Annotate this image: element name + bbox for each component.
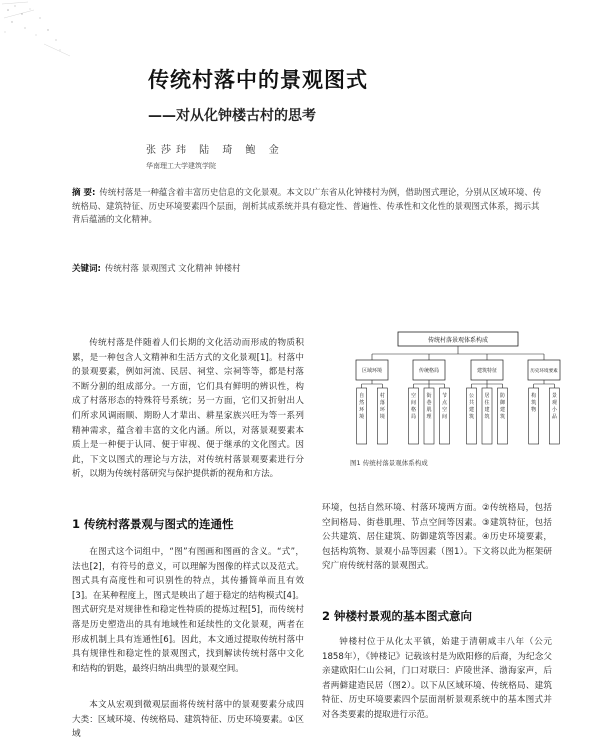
figure-leaf-label: 空间格局 — [410, 393, 417, 420]
keywords — [72, 262, 542, 274]
keywords-text: 传统村落 景观图式 文化精神 钟楼村 — [104, 264, 241, 274]
scan-artifact-corner — [0, 0, 80, 60]
figure-category-label: 传统格局 — [418, 368, 440, 374]
body-paragraph-right-1 — [322, 501, 552, 574]
paragraph-text: 本文从宏观到微观层面将传统村落中的景观要素分成四大类：区域环境、传统格局、建筑特征、历史环境要素。①区域 — [72, 700, 304, 740]
body-paragraph-section1 — [72, 545, 304, 676]
body-paragraph-right-2 — [322, 635, 552, 723]
figure-leaf-label: 街巷肌理 — [426, 393, 432, 420]
figure-leaf-label: 景观小品 — [551, 393, 557, 420]
figure-1-diagram — [350, 330, 566, 450]
article-authors: 张莎玮 陆 琦 鲍 金 — [146, 145, 284, 156]
section-heading-1: 1 传统村落景观与图式的连通性 — [72, 517, 234, 531]
paragraph-text: 环境，包括自然环境、村落环境两方面。②传统格局，包括空间格局、街巷肌理、节点空间等因素。③建筑特征，包括公共建筑、居住建筑、防御建筑等因素。④历史环境要素，包括构筑物、景观小品等因素（图1）。下文将以此为框架研究广府传统村落的景观图式。 — [322, 503, 552, 572]
paragraph-text: 钟楼村位于从化太平镇，始建于清朝咸丰八年（公元1858年），《钟楼记》记载该村是为欧阳修的后裔，为纪念父亲建欧阳仁山公祠，门口对联曰：庐陵世泽、渤海家声，后者两僻建造民居（图2）。以下从区域环境、传统格局、建筑特征、历史环境要素四个层面剖析景观系统中的基本图式并对各类要素的提取进行示范。 — [322, 637, 552, 720]
abstract — [72, 187, 542, 228]
paragraph-text: 传统村落是伴随着人们长期的文化活动而形成的物质积累，是一种包含人文精神和生活方式的文化景观[1]。村落中的景观要素，例如河流、民居、祠堂、宗祠等等，都是村落不断分割的组成部分。一方面，它们具有鲜明的辨识性，构成了村落形态的特殊符号系统；另一方面，它们又折射出人们所求风调雨顺、期盼人才辈出、耕星家族兴旺为等一系列精神需求，蕴含着丰富的文化内涵。所以，对落景观要素本质上是一种便于认同、便于审视、便于继承的文化图式。因此，下文以图式的理论与方法，对传统村落景观要素进行分析，以期为传统村落研究与保护提供新的视角和方法。 — [72, 338, 304, 480]
figure-leaf-group — [357, 380, 560, 444]
figure-leaf-label: 构筑物 — [531, 393, 537, 413]
figure-category-label: 历史环境要素 — [530, 369, 558, 374]
body-paragraph-section1-cont — [72, 698, 304, 742]
figure-leaf-label: 自然环境 — [359, 393, 365, 420]
abstract-label: 摘 要: — [72, 188, 96, 198]
figure-leaf-label: 防御建筑 — [499, 393, 506, 420]
body-paragraph-intro — [72, 336, 304, 482]
paragraph-text: 在图式这个词组中，“图”有图画和图画的含义。“式”，法也[2]，有符号的意义，可以理解为图像的样式以及范式。图式具有高度性和可识别性的特点，其传播简单而且有效[3]。在某种程度上，图式是映出了超于稳定的结构模式[4]。图式研究是对规律性和稳定性特质的提炼过程[5]，而传统村落是历史塑造出的具有地域性和延续性的文化景观，两者在形成机制上具有连通性[6]。因此，本文通过提取传统村落中具有规律性和稳定性的景观图式，找到解读传统村落中文化和结构的钥匙，最终归纳出典型的景观空间。 — [72, 547, 304, 674]
figure-root-label: 传统村落景观体系构成 — [427, 337, 489, 344]
article-affiliation: 华南理工大学建筑学院 — [146, 162, 216, 170]
section-heading-2: 2 钟楼村景观的基本图式意向 — [322, 609, 473, 623]
article-title: 传统村落中的景观图式 — [148, 68, 368, 92]
figure-leaf-label: 公共建筑 — [468, 393, 475, 420]
keywords-label: 关键词: — [72, 264, 101, 274]
figure-leaf-label: 村落环境 — [379, 393, 385, 420]
figure-1-caption: 图1 传统村落景观体系构成 — [350, 459, 428, 467]
figure-leaf-label: 居住建筑 — [484, 393, 490, 420]
figure-category-label: 区域环境 — [361, 368, 383, 374]
figure-category-label: 建筑特征 — [476, 368, 498, 374]
article-subtitle: ——对从化钟楼古村的思考 — [148, 108, 316, 124]
abstract-text: 传统村落是一种蕴含着丰富历史信息的文化景观。本文以广东省从化钟楼村为例，借助图式理论，分别从区域环境、传统格局、建筑特征、历史环境要素四个层面，剖析其成系统并具有稳定性、普遍性、传承性和文化性的景观图式体系，揭示其背后蕴涵的文化精神。 — [72, 188, 542, 225]
figure-leaf-label: 节点空间 — [441, 393, 448, 420]
